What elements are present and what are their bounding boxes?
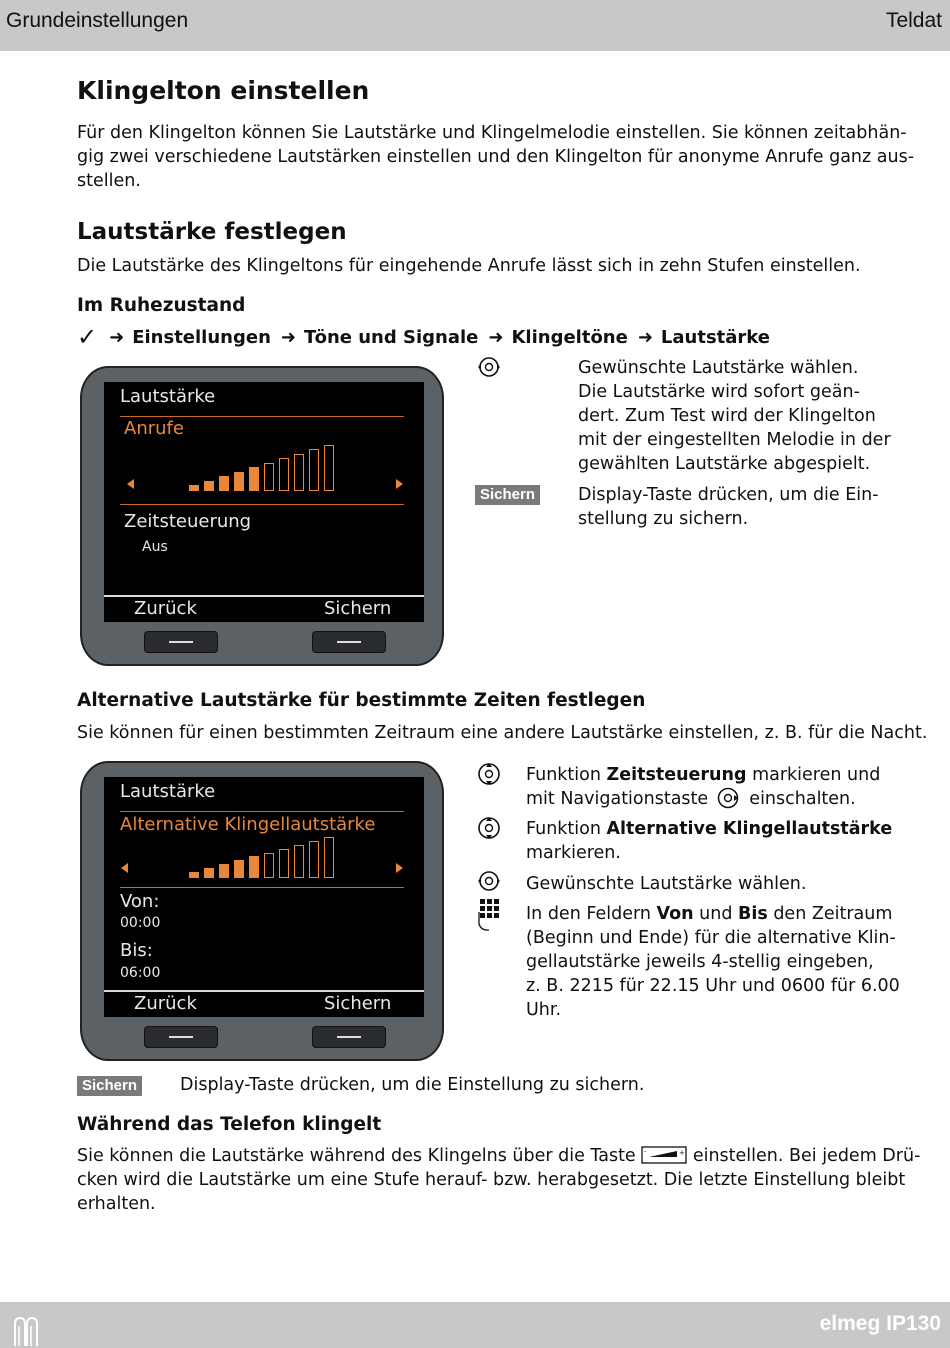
divider	[120, 887, 404, 888]
section-text-ringing: cken wird die Lautstärke um eine Stufe herauf- bzw. herabgesetzt. Die letzte Einstellung bleibt	[77, 1170, 906, 1190]
step-text: z. B. 2215 für 22.15 Uhr und 0600 für 6.00	[526, 976, 900, 996]
volume-step-bar	[309, 449, 319, 491]
volume-bars[interactable]	[189, 837, 339, 878]
arrow-right-icon: ➜	[488, 326, 504, 348]
softkey-back[interactable]: Zurück	[134, 598, 197, 619]
phone-display-volume	[80, 366, 444, 666]
section-heading-ringing: Während das Telefon klingelt	[77, 1114, 382, 1135]
softkey-save[interactable]: Sichern	[324, 993, 392, 1014]
step-text: stellung zu sichern.	[578, 509, 749, 529]
right-display-key[interactable]	[312, 631, 386, 653]
arrow-right-icon: ➜	[109, 326, 125, 348]
step-text: Gewünschte Lautstärke wählen.	[526, 874, 807, 894]
volume-step-bar	[204, 868, 214, 878]
volume-step-bar	[324, 837, 334, 878]
step-text: Die Lautstärke wird sofort geän-	[578, 382, 860, 402]
step-text: dert. Zum Test wird der Klingelton	[578, 406, 876, 426]
step-text: Gewünschte Lautstärke wählen.	[578, 358, 859, 378]
nav-key-left-right-icon	[475, 870, 503, 892]
section-text-alt-volume: Sie können für einen bestimmten Zeitraum eine andere Lautstärke einstellen, z. B. für die Nacht.	[77, 723, 928, 743]
intro-line-3: stellen.	[77, 171, 141, 191]
section-text-ringing: erhalten.	[77, 1194, 156, 1214]
volume-step-bar	[204, 481, 214, 491]
volume-step-bar	[234, 860, 244, 878]
section-heading-volume: Lautstärke festlegen	[77, 219, 347, 245]
step-text: markieren.	[526, 843, 621, 863]
arrow-left-icon	[121, 863, 128, 873]
left-display-key[interactable]	[144, 631, 218, 653]
step-text: mit der eingestellten Melodie in der	[578, 430, 891, 450]
section-text-volume: Die Lautstärke des Klingeltons für eingehende Anrufe lässt sich in zehn Stufen einstellen.	[77, 256, 861, 276]
step-text: Funktion Alternative Klingellautstärke	[526, 819, 893, 839]
divider	[120, 811, 404, 812]
to-value[interactable]: 06:00	[120, 965, 161, 981]
volume-step-bar	[309, 841, 319, 878]
volume-step-bar	[294, 454, 304, 491]
page-footer	[0, 1302, 950, 1348]
volume-step-bar	[279, 849, 289, 878]
volume-step-bar	[264, 853, 274, 878]
volume-step-bar	[189, 872, 199, 878]
softkey-bar	[104, 595, 424, 622]
path-item: Töne und Signale	[303, 326, 479, 348]
nav-key-left-right-icon	[475, 356, 503, 378]
right-display-key[interactable]	[312, 1026, 386, 1048]
intro-line-1: Für den Klingelton können Sie Lautstärke und Klingelmelodie einstellen. Sie können zeitabhän-	[77, 123, 907, 143]
divider	[120, 504, 404, 505]
save-key-label: Sichern	[77, 1076, 142, 1096]
volume-step-bar	[234, 472, 244, 491]
arrow-right-icon: ➜	[280, 326, 296, 348]
step-text: (Beginn und Ende) für die alternative Klin-	[526, 928, 896, 948]
time-control-value: Aus	[142, 539, 168, 555]
nav-key-center-icon	[714, 787, 744, 809]
step-text: gewählten Lautstärke abgespielt.	[578, 454, 871, 474]
left-display-key[interactable]	[144, 1026, 218, 1048]
volume-bars[interactable]	[189, 445, 339, 491]
from-value[interactable]: 00:00	[120, 915, 161, 931]
volume-step-bar	[219, 476, 229, 491]
phone-screen	[104, 382, 424, 622]
screen-title: Lautstärke	[120, 781, 216, 802]
svg-text:-: -	[644, 1148, 647, 1156]
section-text-ringing: Sie können die Lautstärke während des Klingelns über die Taste - + einstellen. Bei jedem Drü-	[77, 1146, 921, 1166]
arrow-right-icon	[396, 479, 403, 489]
arrow-right-icon	[396, 863, 403, 873]
volume-step-bar	[294, 845, 304, 878]
step-text: In den Feldern Von und Bis den Zeitraum	[526, 904, 893, 924]
path-item: Einstellungen	[132, 326, 271, 348]
nav-key-up-down-icon	[477, 761, 501, 787]
menu-path	[77, 323, 770, 351]
step-text: Uhr.	[526, 1000, 562, 1020]
to-label: Bis:	[120, 940, 153, 961]
section-heading-alt-volume: Alternative Lautstärke für bestimmte Zeiten festlegen	[77, 690, 646, 711]
step-text: Display-Taste drücken, um die Ein-	[578, 485, 879, 505]
page-title: Klingelton einstellen	[77, 76, 370, 105]
volume-step-bar	[264, 463, 274, 491]
page-header	[0, 0, 950, 51]
chapter-title: Grundeinstellungen	[6, 9, 189, 32]
screen-title: Lautstärke	[120, 386, 216, 407]
arrow-right-icon: ➜	[637, 326, 653, 348]
volume-step-bar	[219, 864, 229, 878]
path-item: Lautstärke	[660, 326, 770, 348]
volume-step-bar	[249, 467, 259, 491]
brand-name: Teldat	[885, 9, 942, 32]
phone-display-alt-volume	[80, 761, 444, 1061]
save-key-label: Sichern	[475, 485, 540, 505]
step-text: Display-Taste drücken, um die Einstellung zu sichern.	[180, 1075, 645, 1095]
phone-screen	[104, 777, 424, 1017]
softkey-bar	[104, 990, 424, 1017]
volume-key-icon	[641, 1146, 687, 1164]
volume-step-bar	[324, 445, 334, 491]
checkmark-icon: ✓	[77, 323, 98, 351]
from-label: Von:	[120, 891, 160, 912]
step-text: mit Navigationstaste einschalten.	[526, 789, 856, 809]
brand-logo-icon	[12, 1314, 40, 1346]
divider	[120, 416, 404, 417]
step-text: gellautstärke jeweils 4-stellig eingeben,	[526, 952, 874, 972]
arrow-left-icon	[127, 479, 134, 489]
subheading-idle: Im Ruhezustand	[77, 295, 246, 316]
keypad-icon	[475, 898, 505, 932]
svg-text:+: +	[679, 1149, 686, 1157]
step-text: Funktion Zeitsteuerung markieren und	[526, 765, 881, 785]
field-calls[interactable]: Anrufe	[124, 418, 184, 439]
field-alt-volume[interactable]: Alternative Klingellautstärke	[120, 814, 376, 835]
volume-step-bar	[279, 458, 289, 491]
softkey-save[interactable]: Sichern	[324, 598, 392, 619]
softkey-back[interactable]: Zurück	[134, 993, 197, 1014]
field-time-control[interactable]: Zeitsteuerung	[124, 511, 252, 532]
path-item: Klingeltöne	[511, 326, 628, 348]
volume-step-bar	[189, 485, 199, 491]
volume-step-bar	[249, 856, 259, 878]
intro-line-2: gig zwei verschiedene Lautstärken einstellen und den Klingelton für anonyme Anrufe ganz aus-	[77, 147, 915, 167]
nav-key-up-down-icon	[477, 815, 501, 841]
product-name: elmeg IP130	[819, 1312, 941, 1335]
